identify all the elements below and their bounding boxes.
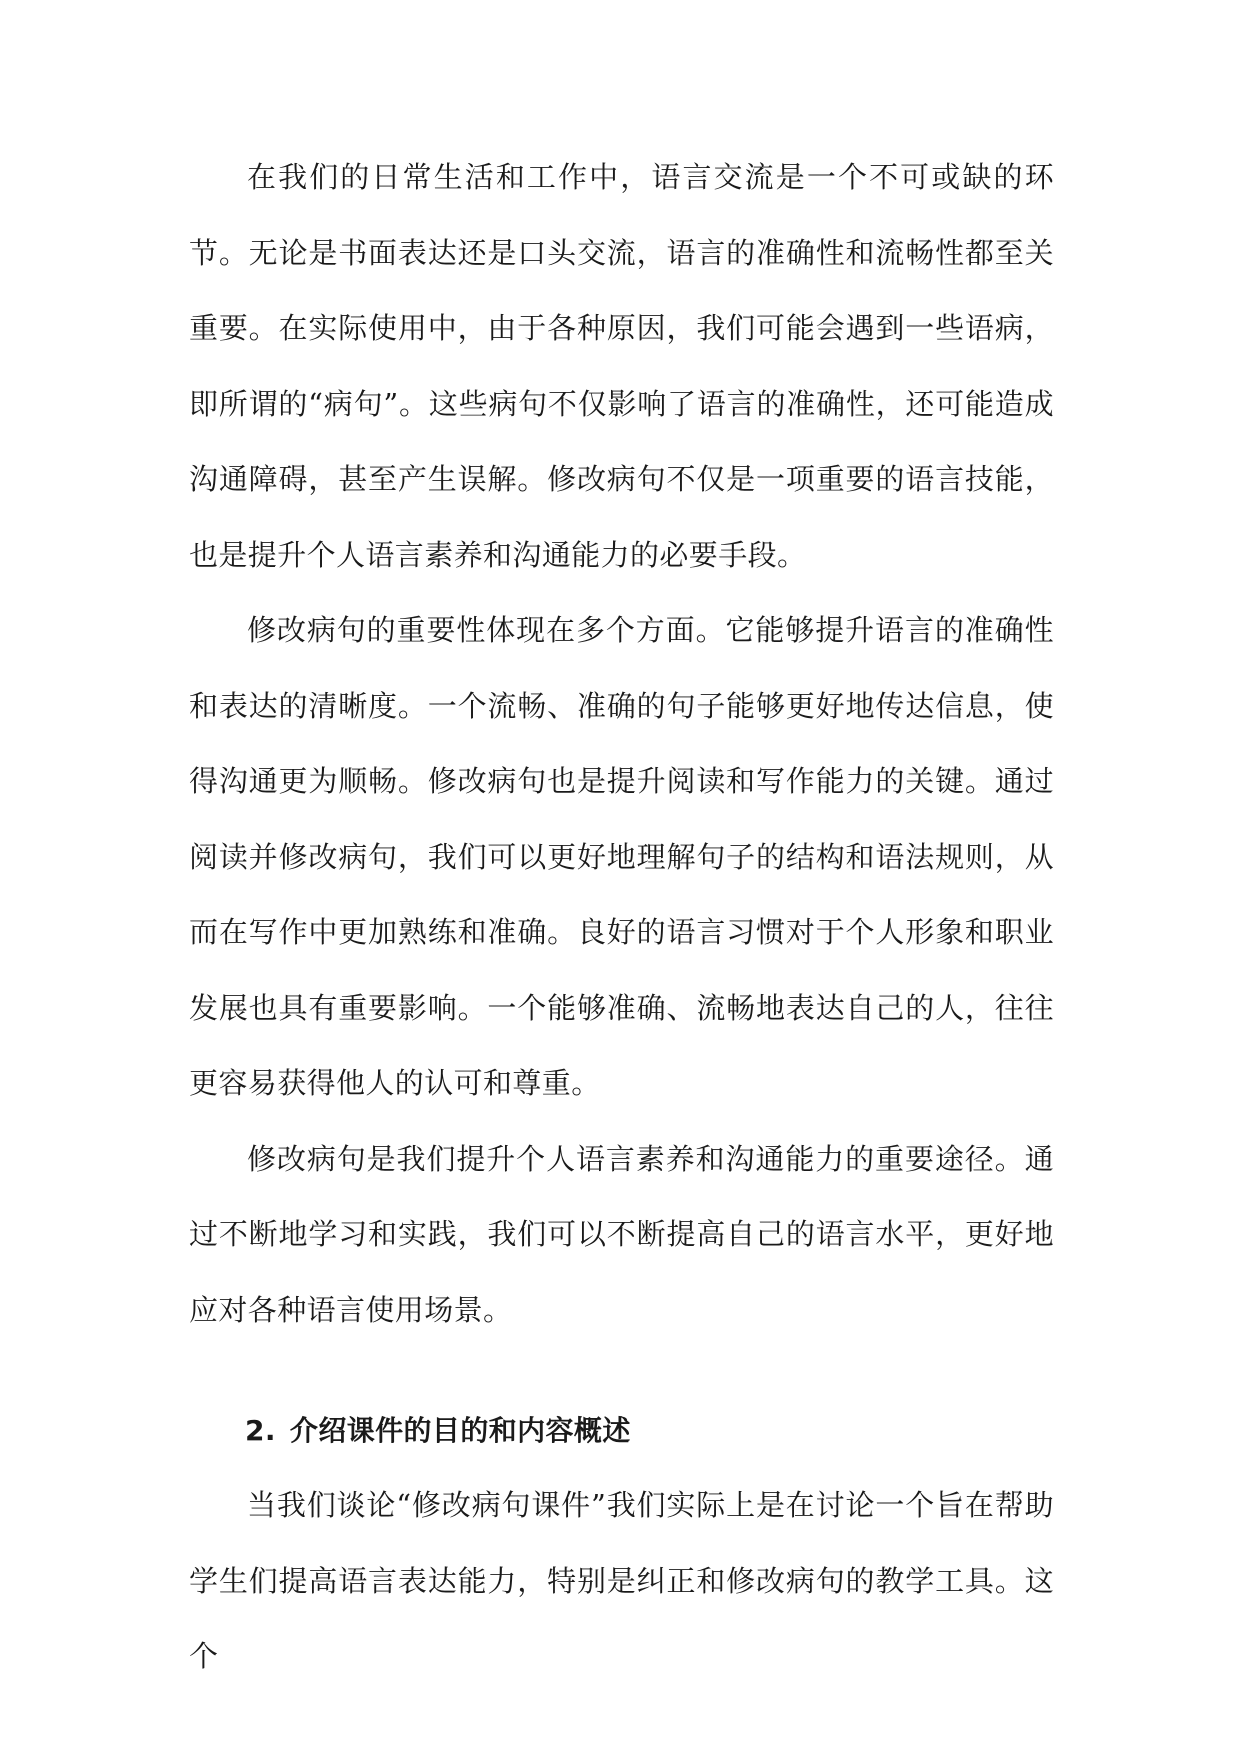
document-body — [189, 140, 1054, 1695]
paragraph-intro: 在我们的日常生活和工作中，语言交流是一个不可或缺的环节。无论是书面表达还是口头交流，语言的准确性和流畅性都至关重要。在实际使用中，由于各种原因，我们可能会遇到一些语病，即所谓的“病句”。这些病句不仅影响了语言的准确性，还可能造成沟通障碍，甚至产生误解。修改病句不仅是一项重要的语言技能，也是提升个人语言素养和沟通能力的必要手段。 — [189, 160, 1054, 572]
section-number: 2. — [245, 1414, 276, 1447]
paragraph-courseware: 当我们谈论“修改病句课件”我们实际上是在讨论一个旨在帮助学生们提高语言表达能力，特别是纠正和修改病句的教学工具。这个 — [189, 1488, 1054, 1673]
section-heading — [189, 1393, 1054, 1468]
section-title: 介绍课件的目的和内容概述 — [289, 1414, 631, 1447]
paragraph-conclusion: 修改病句是我们提升个人语言素养和沟通能力的重要途径。通过不断地学习和实践，我们可以不断提高自己的语言水平，更好地应对各种语言使用场景。 — [189, 1141, 1054, 1327]
paragraph-importance: 修改病句的重要性体现在多个方面。它能够提升语言的准确性和表达的清晰度。一个流畅、准确的句子能够更好地传达信息，使得沟通更为顺畅。修改病句也是提升阅读和写作能力的关键。通过阅读并修改病句，我们可以更好地理解句子的结构和语法规则，从而在写作中更加熟练和准确。良好的语言习惯对于个人形象和职业发展也具有重要影响。一个能够准确、流畅地表达自己的人，往往更容易获得他人的认可和尊重。 — [189, 613, 1054, 1100]
